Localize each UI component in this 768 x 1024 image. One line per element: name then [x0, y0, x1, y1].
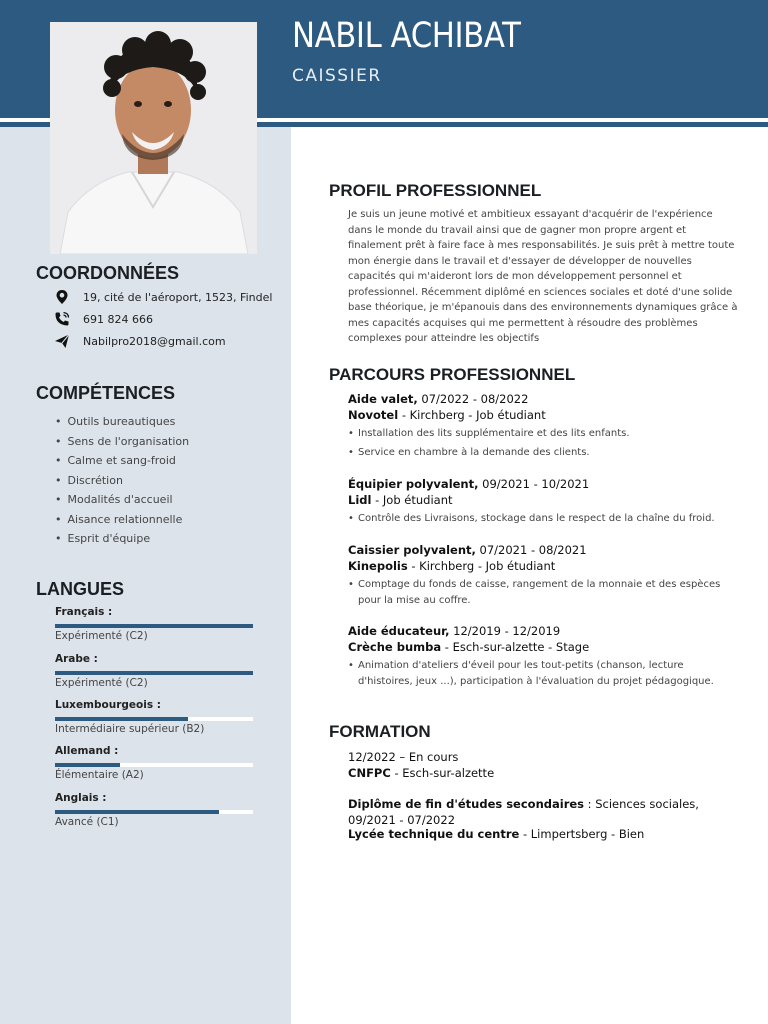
education-school [348, 827, 644, 841]
list-item: • Sens de l'organisation [55, 432, 189, 452]
profile-text: Je suis un jeune motivé et ambitieux essayant d'acquérir de l'expérience dans le monde du travail ainsi que de gagner mon propre argent et finalement prêt à faire face à mes responsabilités. Je suis prêt à mettre toute mon énergie dans le travail et d'essayer de développer de nouvelles capacités qui m'aideront lors de mon développement personnel et professionnel. Récemment diplômé en sciences sociales et doté d'une solide base théorique, je m'épanouis dans des environnements dynamiques grâce à mes capacités acquises qui me permettent à résoudre des problèmes complexes pour atteindre les objectifs [348, 209, 738, 344]
job-bullet: • Comptage du fonds de caisse, rangement de la monnaie et des espèces pour la mise au coffre. [348, 577, 738, 608]
language-level: Élémentaire (A2) [55, 769, 144, 781]
list-item: • Discrétion [55, 471, 189, 491]
experience-section-title: PARCOURS PROFESSIONNEL [329, 365, 576, 384]
education-school [348, 766, 494, 780]
contact-address [54, 288, 272, 306]
education-dates [348, 750, 458, 764]
list-item: • Calme et sang-froid [55, 451, 189, 471]
list-item: • Aisance relationnelle [55, 510, 189, 530]
job-dates: 07/2022 - 08/2022 [417, 392, 529, 406]
job-bullet: • Service en chambre à la demande des clients. [348, 445, 738, 461]
contact-email [54, 332, 226, 350]
contact-address-text: 19, cité de l'aéroport, 1523, Findel [83, 290, 273, 304]
job-company: Lidl [348, 493, 372, 507]
job-role: Équipier polyvalent, [348, 477, 479, 491]
job-details: - Kirchberg - Job étudiant [398, 408, 546, 422]
language-level-bar [55, 763, 253, 767]
list-item: • Modalités d'accueil [55, 490, 189, 510]
language-level-bar [55, 671, 253, 675]
education-label: Diplôme de fin d'études secondaires [348, 797, 585, 811]
list-item: • Esprit d'équipe [55, 529, 189, 549]
education-text: 12/2022 – En cours [348, 750, 459, 764]
education-school-name: Lycée technique du centre [348, 827, 520, 841]
job-dates: 09/2021 - 10/2021 [478, 477, 590, 491]
job-details: - Esch-sur-alzette - Stage [441, 640, 590, 654]
profile-section-title: PROFIL PROFESSIONNEL [329, 181, 542, 200]
candidate-name: NABIL ACHIBAT [292, 16, 521, 56]
job-employer [348, 559, 555, 573]
skills-section-title: COMPÉTENCES [36, 383, 176, 403]
language-level-bar [55, 717, 253, 721]
job-company: Kinepolis [348, 559, 408, 573]
job-employer [348, 640, 589, 654]
language-level-fill [55, 717, 188, 721]
portrait-illustration [50, 22, 257, 254]
language-name: Arabe : [55, 653, 98, 665]
language-level-fill [55, 810, 219, 814]
contact-email-text: Nabilpro2018@gmail.com [83, 334, 226, 348]
list-item: • Outils bureautiques [55, 412, 189, 432]
job-company: Novotel [348, 408, 399, 422]
languages-section-title: LANGUES [36, 579, 125, 599]
job-heading [348, 543, 587, 557]
language-name: Allemand : [55, 745, 119, 757]
language-level-fill [55, 763, 120, 767]
job-bullet: • Contrôle des Livraisons, stockage dans le respect de la chaîne du froid. [348, 511, 738, 527]
job-bullet: • Installation des lits supplémentaire et des lits enfants. [348, 426, 738, 442]
language-name: Luxembourgeois : [55, 699, 161, 711]
job-employer [348, 493, 453, 507]
contact-section-title: COORDONNÉES [36, 263, 180, 283]
job-role: Aide valet, [348, 392, 418, 406]
job-details: - Kirchberg - Job étudiant [407, 559, 556, 573]
job-bullet: • Animation d'ateliers d'éveil pour les tout-petits (chanson, lecture d'histoires, jeux ...), participation à l'évaluation du projet pédagogique. [348, 658, 738, 689]
education-section-title: FORMATION [329, 722, 431, 741]
education-diploma [348, 796, 718, 828]
contact-phone [54, 310, 153, 328]
job-dates: 07/2021 - 08/2021 [475, 543, 587, 557]
education-location: - Limpertsberg - Bien [519, 827, 645, 841]
job-role: Aide éducateur, [348, 624, 450, 638]
profile-photo [50, 22, 257, 254]
education-text: : Sciences sociales, 09/2021 - 07/2022 [348, 797, 699, 827]
language-level-bar [55, 624, 253, 628]
job-employer [348, 408, 546, 422]
skills-list [55, 412, 189, 549]
job-role: Caissier polyvalent, [348, 543, 476, 557]
location-pin-icon [54, 289, 70, 305]
language-level: Avancé (C1) [55, 816, 119, 828]
language-level-fill [55, 671, 253, 675]
job-details: - Job étudiant [371, 493, 453, 507]
job-dates: 12/2019 - 12/2019 [449, 624, 561, 638]
language-name: Anglais : [55, 792, 107, 804]
job-heading [348, 392, 528, 406]
language-level: Expérimenté (C2) [55, 630, 148, 642]
language-level: Intermédiaire supérieur (B2) [55, 723, 205, 735]
job-heading [348, 624, 560, 638]
language-level-bar [55, 810, 253, 814]
sidebar [0, 127, 291, 1024]
education-location: - Esch-sur-alzette [390, 766, 495, 780]
job-heading [348, 477, 589, 491]
job-company: Crèche bumba [348, 640, 442, 654]
language-level: Expérimenté (C2) [55, 677, 148, 689]
job-title: CAISSIER [292, 66, 382, 86]
education-school-name: CNFPC [348, 766, 391, 780]
phone-icon [54, 311, 70, 327]
language-level-fill [55, 624, 253, 628]
contact-phone-text: 691 824 666 [83, 312, 153, 326]
send-icon [54, 333, 70, 349]
language-name: Français : [55, 606, 113, 618]
